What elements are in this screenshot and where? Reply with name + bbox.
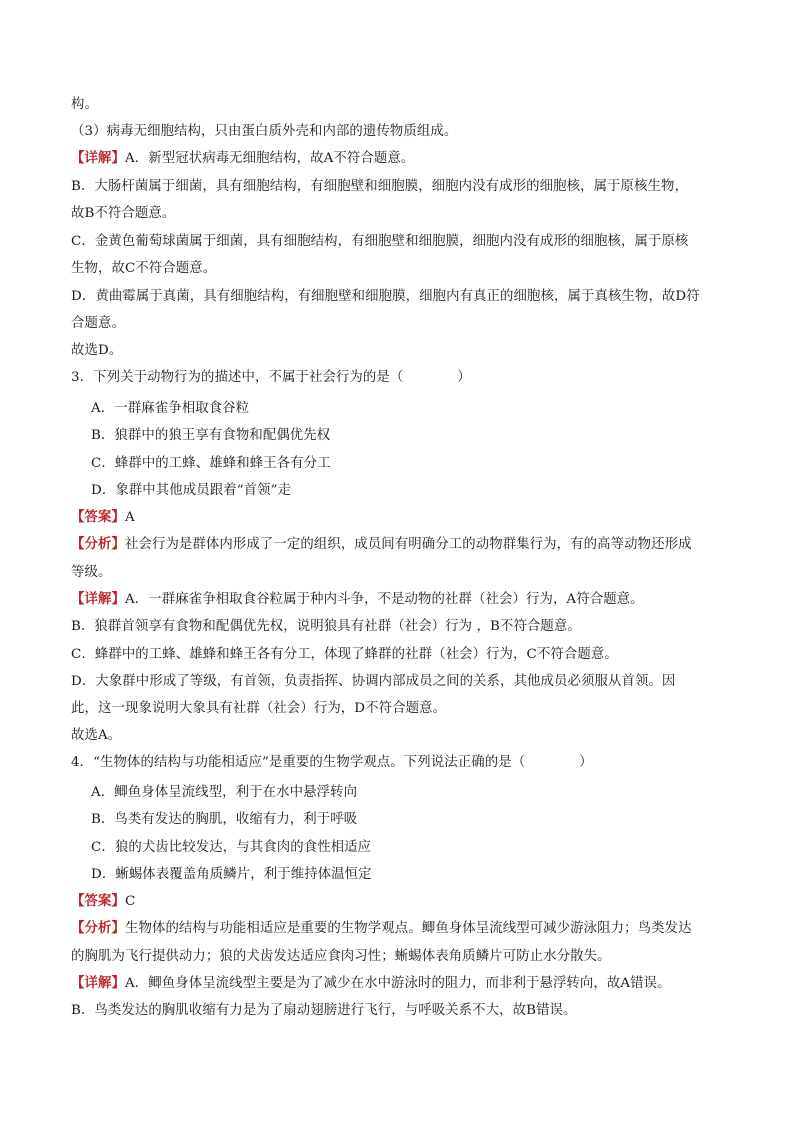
text-line: 【详解】A．新型冠状病毒无细胞结构，故A不符合题意。 xyxy=(71,150,415,166)
text-line: 合题意。 xyxy=(71,316,125,331)
option-line: A．一群麻雀争相取食谷粒 xyxy=(91,401,250,416)
section-tag: 【答案】 xyxy=(71,509,125,525)
text-line: 构。 xyxy=(71,97,98,112)
option-line: D．蜥蜴体表覆盖角质鳞片，利于维持体温恒定 xyxy=(91,867,372,882)
text-line: 等级。 xyxy=(71,565,112,580)
text-line: 的胸肌为飞行提供动力；狼的犬齿发达适应食肉习性；蜥蜴体表角质鳞片可防止水分散失。 xyxy=(71,949,611,964)
text-line: B．大肠杆菌属于细菌，具有细胞结构，有细胞壁和细胞膜，细胞内没有成形的细胞核，属于原核生物， xyxy=(71,179,689,194)
text-line: B．狼群首领享有食物和配偶优先权，说明狼具有社群（社会）行为 ，B不符合题意。 xyxy=(71,619,581,634)
answer-line: 【答案】C xyxy=(71,893,136,909)
text-line: （3）病毒无细胞结构，只由蛋白质外壳和内部的遗传物质组成。 xyxy=(71,124,458,139)
text-line: 故B不符合题意。 xyxy=(71,206,176,221)
text-line: 生物，故C不符合题意。 xyxy=(71,261,217,276)
text-line: D．黄曲霉属于真菌，具有细胞结构，有细胞壁和细胞膜，细胞内有真正的细胞核，属于真核生物，故D符 xyxy=(71,289,700,304)
section-tag: 【答案】 xyxy=(71,893,125,909)
section-tag: 【详解】 xyxy=(71,975,125,991)
option-line: D．象群中其他成员跟着“首领”走 xyxy=(91,483,292,498)
question-stem: 4．“生物体的结构与功能相适应”是重要的生物学观点。下列说法正确的是（ ） xyxy=(71,755,593,770)
text-line: 此，这一现象说明大象具有社群（社会）行为，D不符合题意。 xyxy=(71,701,447,716)
text-line: B．鸟类发达的胸肌收缩有力是为了扇动翅膀进行飞行，与呼吸关系不大，故B错误。 xyxy=(71,1003,577,1018)
text-line: 故选A。 xyxy=(71,728,122,743)
answer-line: 【答案】A xyxy=(71,509,135,525)
text-line: 【分析】生物体的结构与功能相适应是重要的生物学观点。鲫鱼身体呈流线型可减少游泳阻力；鸟类发达 xyxy=(71,920,692,936)
section-tag: 【详解】 xyxy=(71,591,125,607)
section-tag: 【分析】 xyxy=(71,920,125,936)
question-stem: 3．下列关于动物行为的描述中，不属于社会行为的是（ ） xyxy=(71,370,471,385)
section-tag: 【详解】 xyxy=(71,150,125,166)
text-line: C．金黄色葡萄球菌属于细菌，具有细胞结构，有细胞壁和细胞膜，细胞内没有成形的细胞核，属于原核 xyxy=(71,234,689,249)
text-line: D．大象群中形成了等级，有首领，负责指挥、协调内部成员之间的关系，其他成员必须服从首领。因 xyxy=(71,674,676,689)
text-line: 【详解】A．一群麻雀争相取食谷粒属于种内斗争，不是动物的社群（社会）行为，A符合题意。 xyxy=(71,591,644,607)
text-line: 故选D。 xyxy=(71,343,123,358)
option-line: C．蜂群中的工蜂、雄蜂和蜂王各有分工 xyxy=(91,456,331,471)
option-line: C．狼的犬齿比较发达，与其食肉的食性相适应 xyxy=(91,840,372,855)
text-line: 【分析】社会行为是群体内形成了一定的组织，成员间有明确分工的动物群集行为，有的高等动物还形成 xyxy=(71,536,692,552)
section-tag: 【分析】 xyxy=(71,536,125,552)
text-line: 【详解】A．鲫鱼身体呈流线型主要是为了减少在水中游泳时的阻力，而非利于悬浮转向，故A错误。 xyxy=(71,975,671,991)
option-line: B．鸟类有发达的胸肌，收缩有力，利于呼吸 xyxy=(91,812,358,827)
option-line: B．狼群中的狼王享有食物和配偶优先权 xyxy=(91,428,331,443)
text-line: C．蜂群中的工蜂、雄蜂和蜂王各有分工，体现了蜂群的社群（社会）行为，C不符合题意。 xyxy=(71,647,618,662)
option-line: A．鲫鱼身体呈流线型，利于在水中悬浮转向 xyxy=(91,785,358,800)
